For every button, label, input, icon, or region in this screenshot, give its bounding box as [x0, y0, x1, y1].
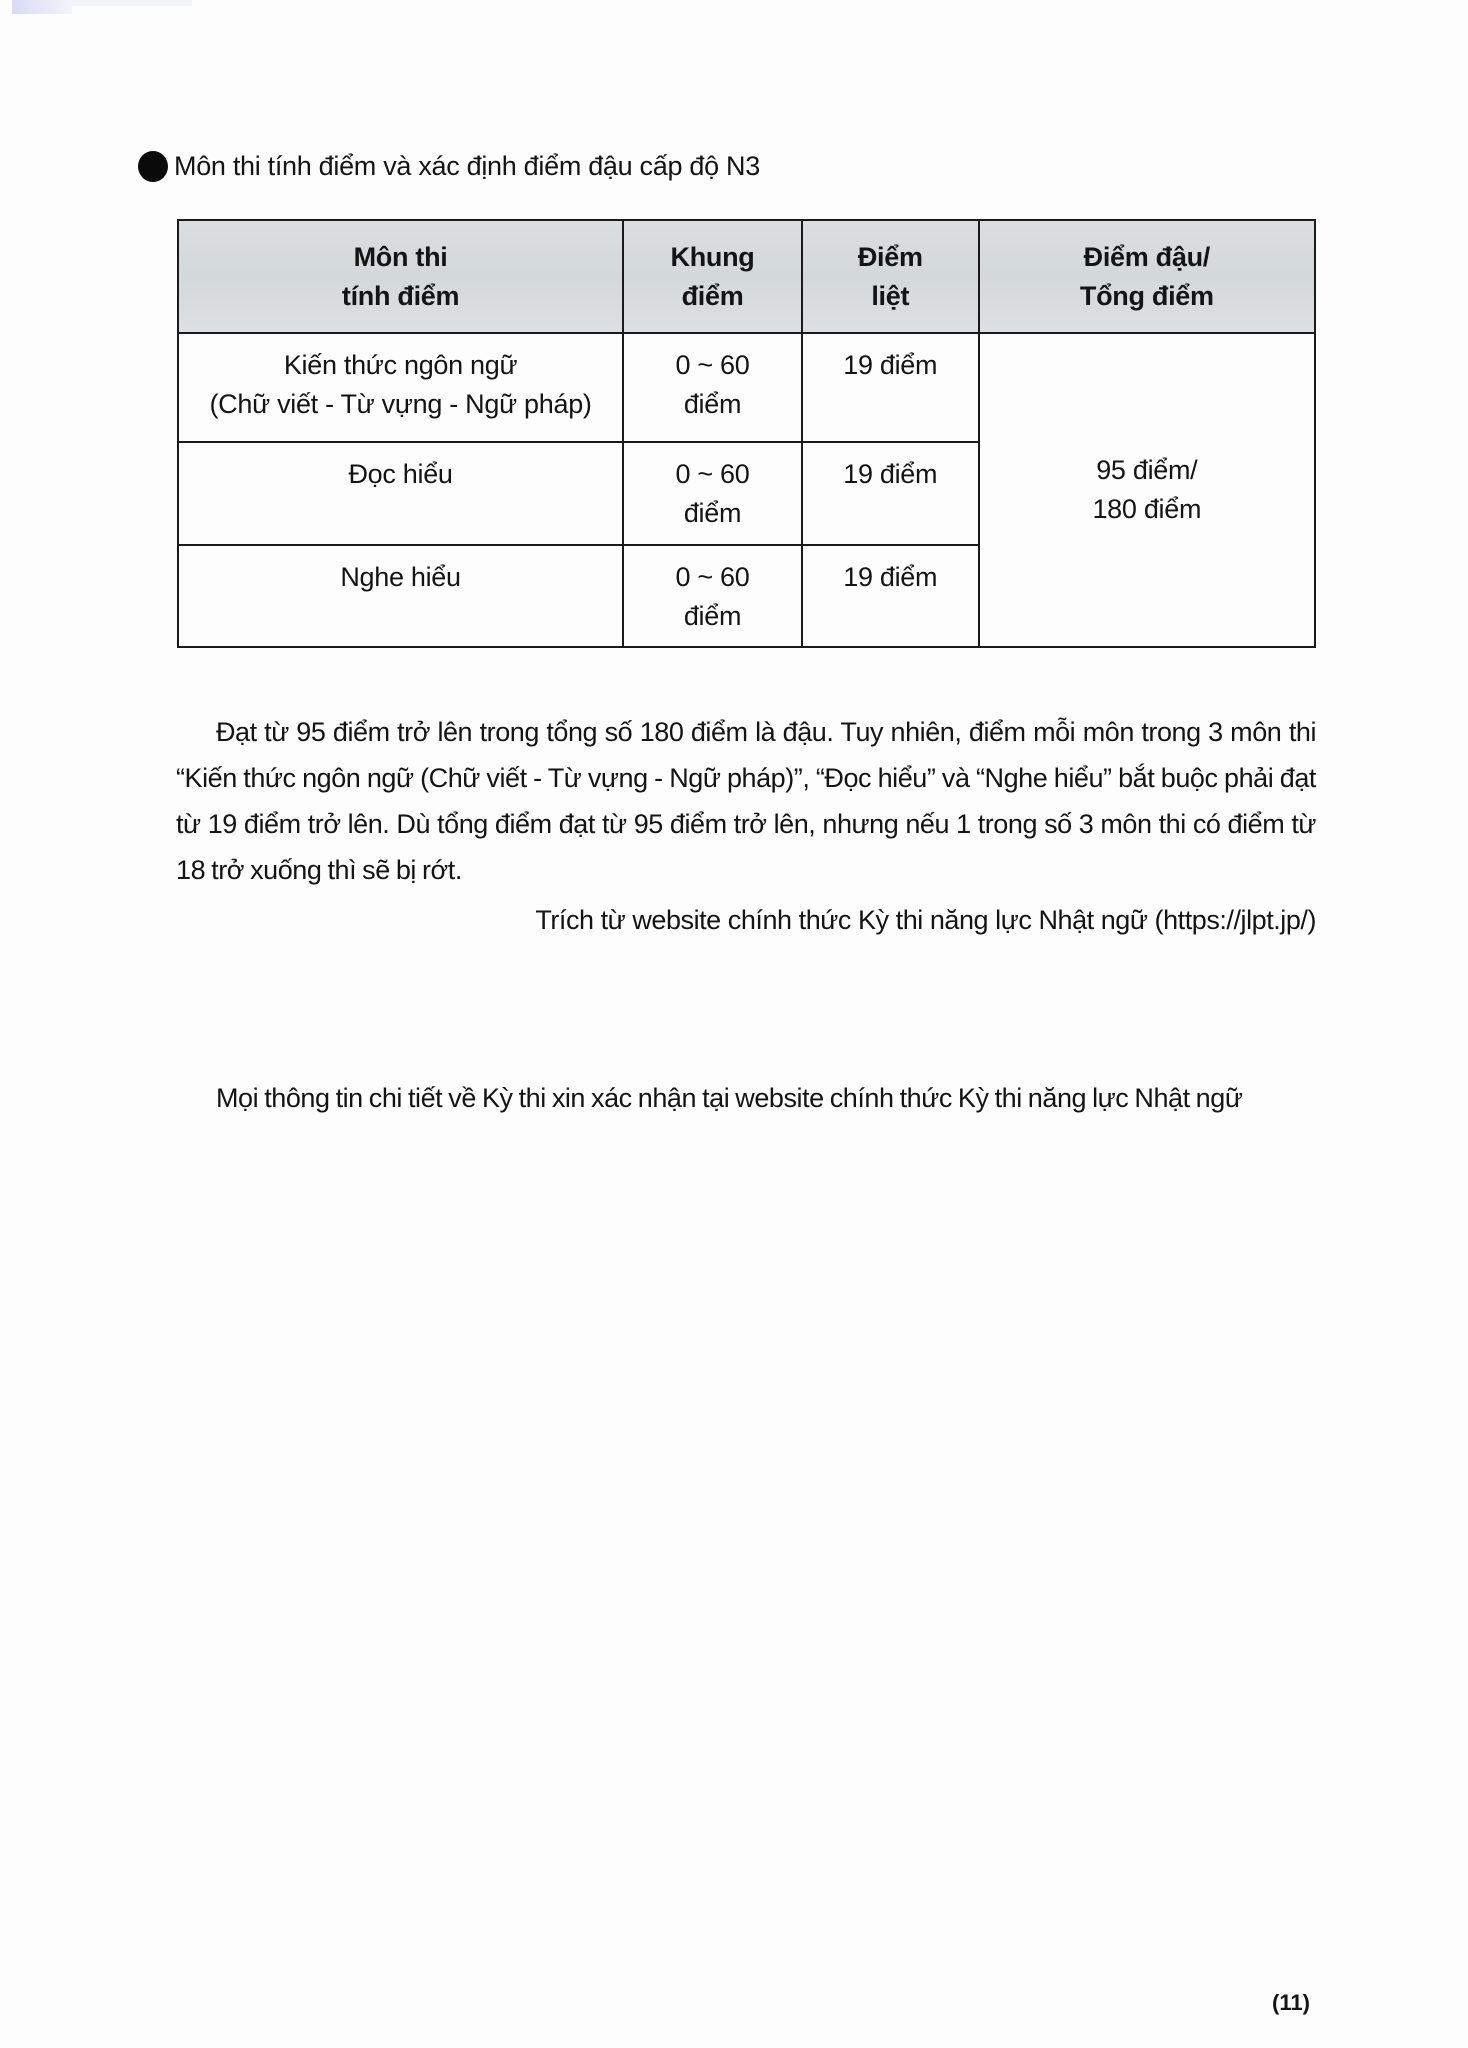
cell-score-range: 0 ~ 60 điểm [623, 442, 802, 545]
cell-fail-score: 19 điểm [802, 442, 979, 545]
filled-circle-bullet-icon [138, 151, 168, 182]
more-info-paragraph: Mọi thông tin chi tiết về Kỳ thi xin xác nhận tại website chính thức Kỳ thi năng lực Nhật ngữ [216, 1083, 1243, 1113]
cell-pass-total: 95 điểm/ 180 điểm [979, 333, 1315, 647]
cell-fail-score: 19 điểm [802, 545, 979, 647]
header-pass-total: Điểm đậu/ Tổng điểm [979, 220, 1315, 333]
cell-fail-score: 19 điểm [802, 333, 979, 442]
cell-subject: Kiến thức ngôn ngữ (Chữ viết - Từ vựng - Ngữ pháp) [178, 333, 623, 442]
page-number: (11) [1272, 1990, 1310, 2015]
cell-subject: Nghe hiểu [178, 545, 623, 647]
cell-score-range: 0 ~ 60 điểm [623, 333, 802, 442]
table-header-row [178, 220, 1315, 333]
scan-artifact [12, 0, 72, 14]
source-citation: Trích từ website chính thức Kỳ thi năng lực Nhật ngữ (https://jlpt.jp/) [535, 905, 1316, 935]
header-score-range: Khung điểm [623, 220, 802, 333]
section-title: Môn thi tính điểm và xác định điểm đậu cấp độ N3 [174, 150, 760, 181]
section-heading [138, 146, 760, 186]
cell-score-range: 0 ~ 60 điểm [623, 545, 802, 647]
header-fail-score: Điểm liệt [802, 220, 979, 333]
cell-subject: Đọc hiểu [178, 442, 623, 545]
header-subject: Môn thi tính điểm [178, 220, 623, 333]
pass-criteria-paragraph: Đạt từ 95 điểm trở lên trong tổng số 180 điểm là đậu. Tuy nhiên, điểm mỗi môn trong 3 môn thi “Kiến thức ngôn ngữ (Chữ viết - Từ vựng - Ngữ pháp)”, “Đọc hiểu” và “Nghe hiểu” bắt buộc phải đạt từ 19 điểm trở lên. Dù tổng điểm đạt từ 95 điểm trở lên, nhưng nếu 1 trong số 3 môn thi có điểm từ 18 trở xuống thì sẽ bị rớt. [176, 717, 1316, 885]
score-table [177, 219, 1316, 648]
scan-artifact [72, 0, 192, 6]
table-row [178, 333, 1315, 442]
